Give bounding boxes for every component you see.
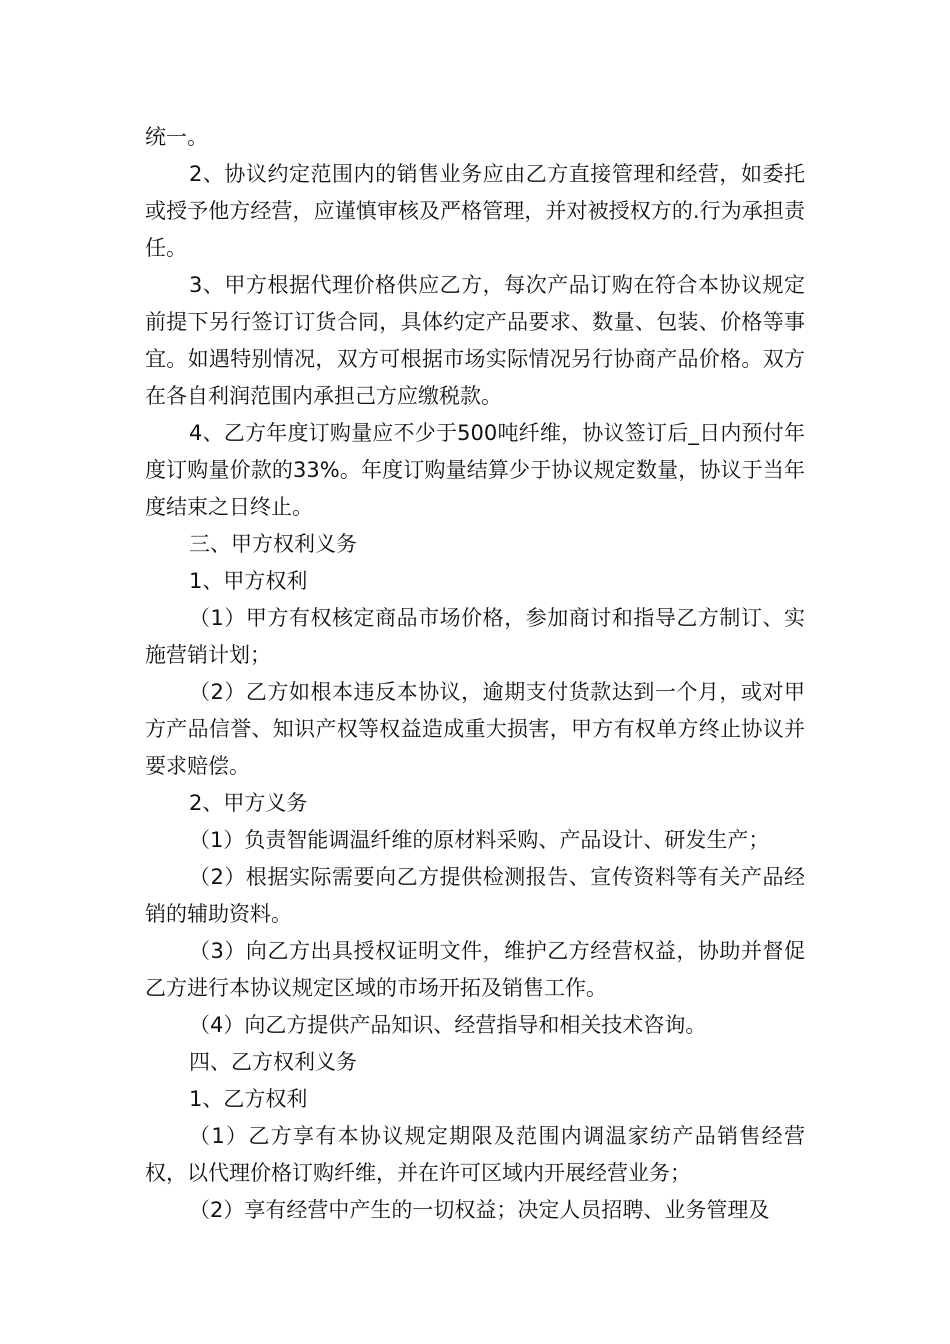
party-a-right-1: （1）甲方有权核定商品市场价格，参加商讨和指导乙方制订、实施营销计划； bbox=[145, 606, 805, 667]
party-a-obligation-3: （3）向乙方出具授权证明文件，维护乙方经营权益，协助并督促乙方进行本协议规定区域的市场开拓及销售工作。 bbox=[145, 939, 805, 1000]
party-a-obligation-2: （2）根据实际需要向乙方提供检测报告、宣传资料等有关产品经销的辅助资料。 bbox=[145, 865, 805, 926]
section-heading-party-b: 四、乙方权利义务 bbox=[189, 1050, 357, 1074]
clause-4-annual-order: 4、乙方年度订购量应不少于500吨纤维，协议签订后_日内预付年度订购量价款的33%。年度订购量结算少于协议规定数量，协议于当年度结束之日终止。 bbox=[145, 421, 805, 519]
section-heading-party-a: 三、甲方权利义务 bbox=[189, 532, 357, 556]
subheading-party-a-rights: 1、甲方权利 bbox=[189, 569, 308, 593]
subheading-party-b-rights: 1、乙方权利 bbox=[189, 1087, 308, 1111]
clause-3-pricing-supply: 3、甲方根据代理价格供应乙方，每次产品订购在符合本协议规定前提下另行签订订货合同，具体约定产品要求、数量、包装、价格等事宜。如遇特别情况，双方可根据市场实际情况另行协商产品价格。双方在各自利润范围内承担己方应缴税款。 bbox=[145, 273, 805, 408]
paragraph-continuation: 统一。 bbox=[145, 125, 208, 149]
subheading-party-a-obligations: 2、甲方义务 bbox=[189, 791, 308, 815]
party-a-obligation-4: （4）向乙方提供产品知识、经营指导和相关技术咨询。 bbox=[189, 1013, 707, 1037]
party-a-right-2: （2）乙方如根本违反本协议，逾期支付货款达到一个月，或对甲方产品信誉、知识产权等权益造成重大损害，甲方有权单方终止协议并要求赔偿。 bbox=[145, 680, 805, 778]
clause-2-sales-management: 2、协议约定范围内的销售业务应由乙方直接管理和经营，如委托或授予他方经营，应谨慎审核及严格管理，并对被授权方的.行为承担责任。 bbox=[145, 162, 805, 260]
party-b-right-1: （1）乙方享有本协议规定期限及范围内调温家纺产品销售经营权，以代理价格订购纤维，并在许可区域内开展经营业务； bbox=[145, 1124, 805, 1185]
document-body bbox=[145, 119, 805, 1229]
party-b-right-2: （2）享有经营中产生的一切权益；决定人员招聘、业务管理及 bbox=[189, 1198, 770, 1222]
party-a-obligation-1: （1）负责智能调温纤维的原材料采购、产品设计、研发生产； bbox=[189, 828, 770, 852]
